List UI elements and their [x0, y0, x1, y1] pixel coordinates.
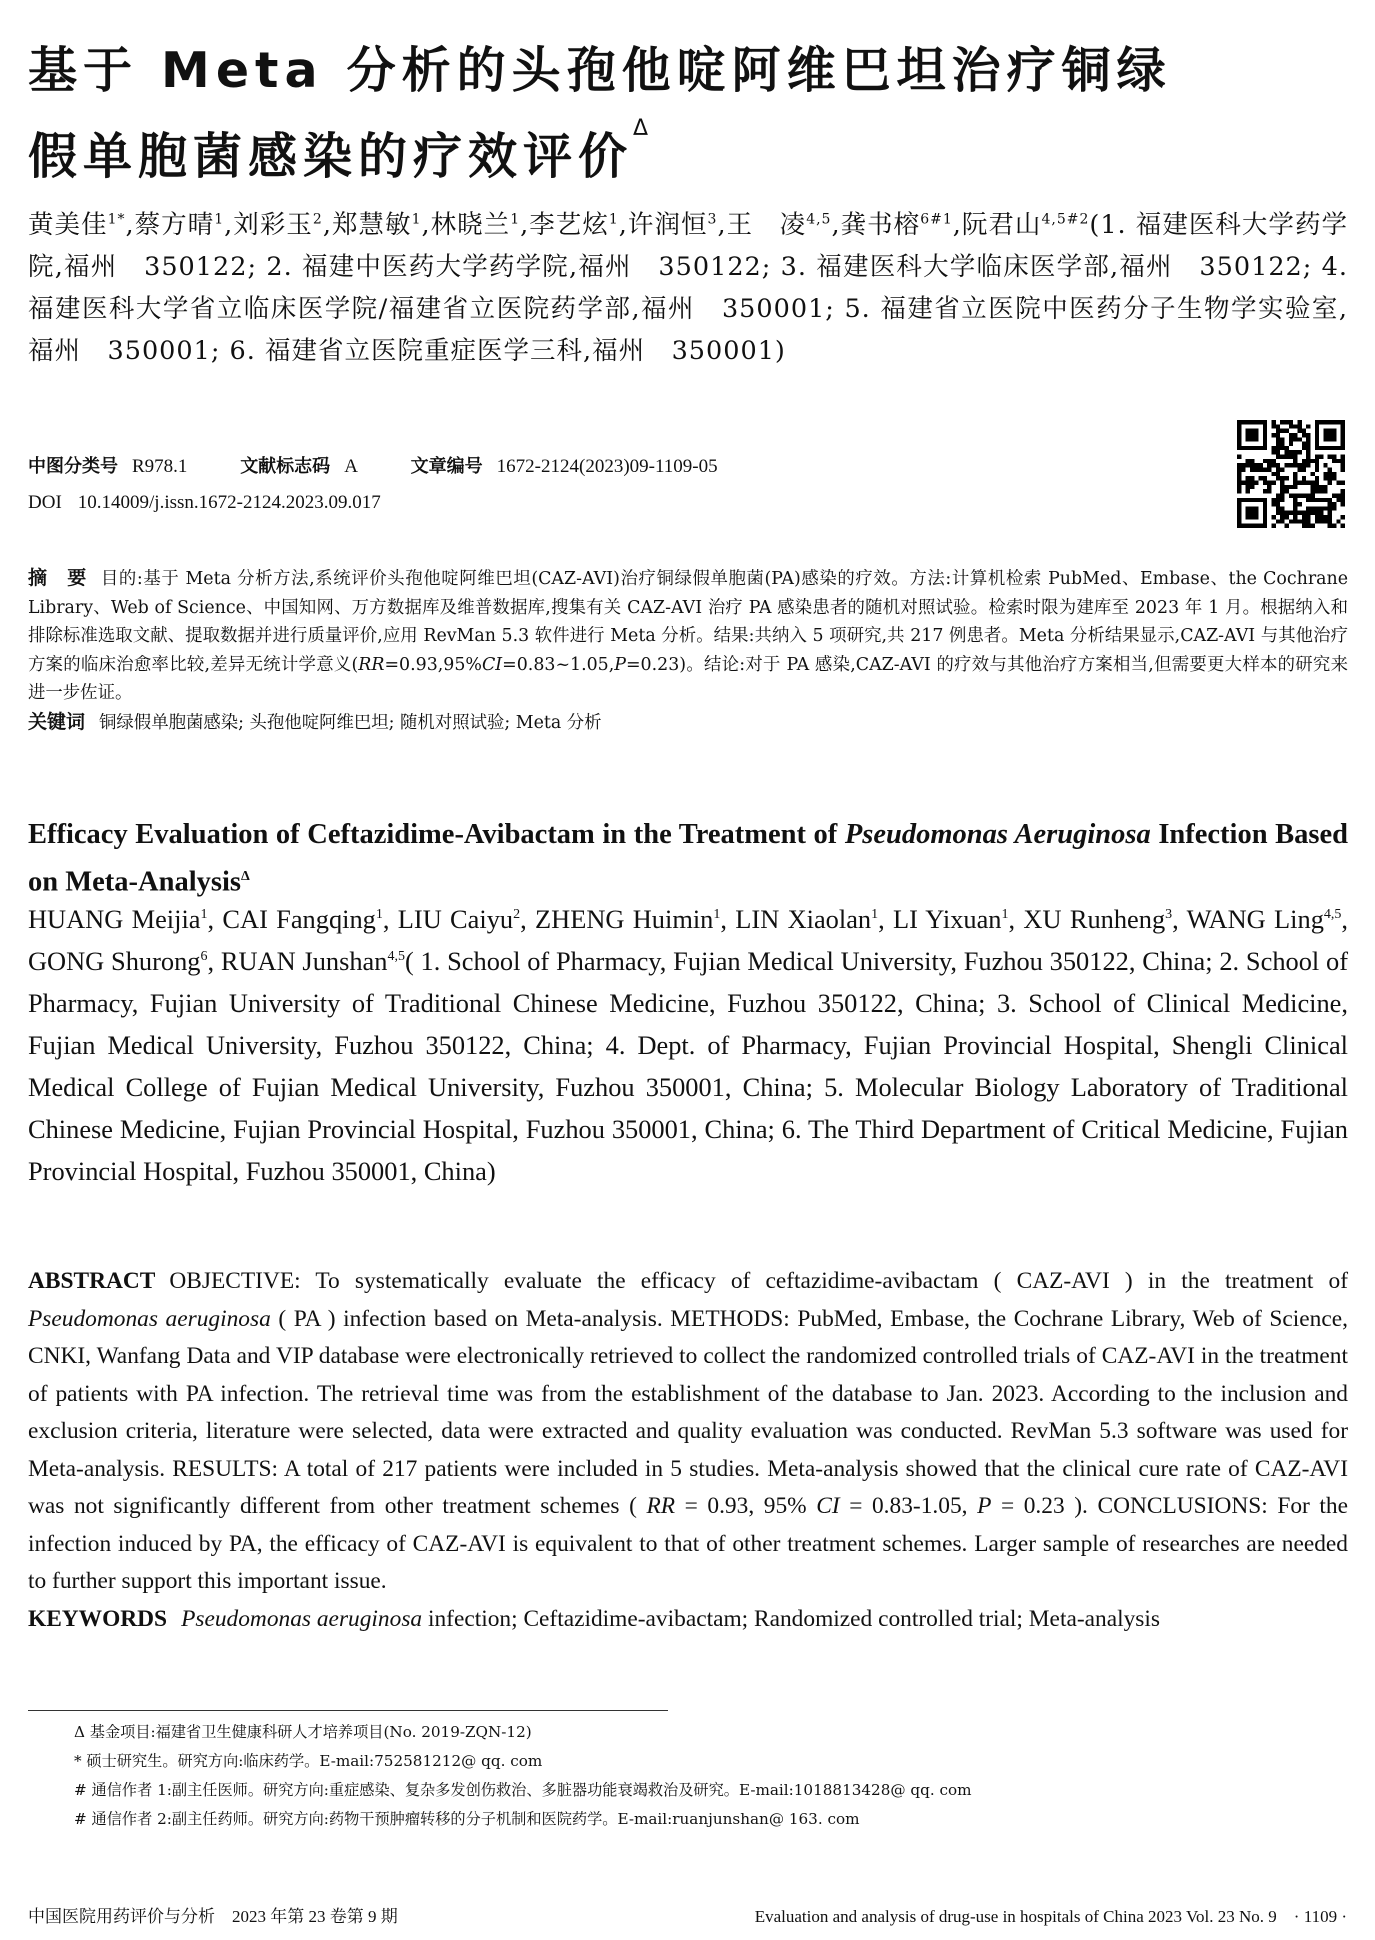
article-no-label: 文章编号 [410, 456, 483, 477]
clc-value: R978.1 [132, 456, 188, 477]
en-author-affil-sup: 1 [713, 907, 721, 923]
en-author-affil-sup: 1 [1001, 907, 1009, 923]
en-author-name: XU Runheng [1023, 904, 1166, 934]
footer-journal-cn: 中国医院用药评价与分析 2023 年第 23 卷第 9 期 [28, 1907, 398, 1926]
en-author-name: RUAN Junshan [220, 946, 388, 976]
cn-author-affil-sup: 1* [107, 211, 126, 228]
cn-author-affil-sup: 1 [214, 211, 225, 228]
footnote-corresponding-2: # 通信作者 2:副主任药师。研究方向:药物干预肿瘤转移的分子机制和医院药学。E-mail:ruanjunshan@ 163. com [74, 1810, 860, 1828]
en-author-name: HUANG Meijia [28, 904, 201, 934]
title-en-italic: Pseudomonas Aeruginosa [844, 819, 1151, 850]
en-author-affil-sup: 3 [1165, 907, 1173, 923]
keywords-en-label: KEYWORDS [28, 1605, 168, 1632]
title-en [28, 814, 1348, 904]
abstract-en-text: OBJECTIVE: To systematically evaluate the efficacy of ceftazidime-avibactam ( CAZ-AVI ) in the treatment of [169, 1268, 1348, 1294]
en-author-name: WANG Ling [1186, 904, 1324, 934]
cn-author-name: 许润恒 [627, 210, 708, 240]
en-author-name: LIU Caiyu [397, 904, 514, 934]
authors-en [28, 898, 1348, 1192]
title-cn-line2: 假单胞菌感染的疗效评价 [28, 128, 634, 185]
cn-author-name: 林晓兰 [430, 210, 511, 240]
cn-author-affil-sup: 1 [411, 211, 422, 228]
doi-value[interactable]: 10.14009/j.issn.1672-2124.2023.09.017 [77, 492, 381, 513]
en-author-name: LIN Xiaolan [735, 904, 872, 934]
keywords-en-italic: Pseudomonas aeruginosa [181, 1605, 423, 1632]
qr-code-icon [1237, 420, 1345, 528]
stat-rr-value: =0.93,95% [384, 654, 482, 675]
stat-ci: CI [481, 654, 503, 675]
footnote-first-author: * 硕士研究生。研究方向:临床药学。E-mail:752581212@ qq. com [74, 1752, 543, 1770]
cn-author-affil-sup: 1 [608, 211, 619, 228]
cn-author-name: 刘彩玉 [233, 210, 313, 240]
funding-mark-en: Δ [240, 869, 250, 884]
doi-label: DOI [28, 492, 62, 513]
stat-rr-en: RR [646, 1493, 676, 1519]
article-meta [28, 449, 718, 521]
affiliations-cn: (1. 福建医科大学药学院,福州 350122; 2. 福建中医药大学药学院,福州 350122; 3. 福建医科大学临床医学部,福州 350122; 4. 福建医科大学省立临床医学院/福建省立医院药学部,福州 350001; 5. 福建省立医院中医药分子生物学实验室,福州 350001; 6. 福建省立医院重症医学三科,福州 350001) [28, 210, 1348, 366]
title-cn [28, 28, 1348, 200]
en-author-affil-sup: 1 [200, 907, 208, 923]
cn-author-name: 蔡方晴 [134, 210, 215, 240]
stat-p: P [614, 654, 626, 675]
footnote-corresponding-1: # 通信作者 1:副主任医师。研究方向:重症感染、复杂多发创伤救治、多脏器功能衰竭救治及研究。E-mail:1018813428@ qq. com [74, 1781, 972, 1799]
stat-ci-en: CI [816, 1493, 840, 1519]
keywords-cn-label: 关键词 [28, 710, 86, 733]
title-cn-line1: 基于 Meta 分析的头孢他啶阿维巴坦治疗铜绿 [28, 42, 1172, 99]
abstract-cn-text: 目的:基于 Meta 分析方法,系统评价头孢他啶阿维巴坦(CAZ-AVI)治疗铜绿假单胞菌(PA)感染的疗效。方法:计算机检索 PubMed、Embase、the Cochrane Library、Web of Science、中国知网、万方数据库及维普数据库,搜集有关 CAZ-AVI 治疗 PA 感染患者的随机对照试验。检索时限为建库至 2023 年 1 月。根据纳入和排除标准选取文献、提取数据并进行质量评价,应用 RevMan 5.3 软件进行 Meta 分析。结果:共纳入 5 项研究,共 217 例患者。Meta 分析结果显示,CAZ-AVI 与其他治疗方案的临床治愈率比较,差异无统计学意义( [28, 569, 1348, 675]
abstract-en [28, 1263, 1348, 1638]
clc-label: 中图分类号 [28, 456, 118, 477]
stat-ci-en-value: = 0.83-1.05, [839, 1493, 978, 1519]
cn-author-affil-sup: 6#1 [920, 211, 953, 228]
en-author-affil-sup: 1 [375, 907, 383, 923]
cn-author-affil-sup: 4,5 [806, 211, 832, 228]
authors-cn [28, 204, 1348, 372]
cn-author-affil-sup: 3 [707, 211, 718, 228]
abstract-cn-label: 摘 要 [28, 567, 87, 589]
abstract-cn-conclusion: 。结论:对于 PA 感染,CAZ-AVI 的疗效与其他治疗方案相当,但需要更大样本的研究来进一步佐证。 [28, 654, 1348, 703]
cn-author-affil-sup: 4,5#2 [1041, 211, 1090, 228]
cn-author-name: 龚书榕 [840, 210, 921, 240]
en-author-affil-sup: 4,5 [387, 949, 405, 965]
footnotes [74, 1718, 1354, 1834]
stat-rr-en-value: = 0.93, 95% [675, 1493, 817, 1519]
author-list-cn: 黄美佳$^{1*}$,蔡方晴$^1$,刘彩玉$^2$,郑慧敏$^1$,林晓兰$^1$,李艺炫$^1$,许润恒$^3$,王 凌$^{4,5}$,龚书榕$^{6\#1}$,阮君山$^{4,5\#2}$ [28, 210, 1090, 240]
abstract-cn [28, 564, 1348, 737]
abstract-en-text-2: ( PA ) infection based on Meta-analysis. METHODS: PubMed, Embase, the Cochrane Library, Web of Science, CNKI, Wanfang Data and VIP database were electronically retrieved to collect the randomized controlled trials of CAZ-AVI in the treatment of patients with PA infection. The retrieval time was from the establishment of the database to Jan. 2023. According to the inclusion and exclusion criteria, literature were selected, data were extracted and quality evaluation was conducted. RevMan 5.3 software was used for Meta-analysis. RESULTS: A total of 217 patients were included in 5 studies. Meta-analysis showed that the clinical cure rate of CAZ-AVI was not significantly different from other treatment schemes ( [28, 1305, 1348, 1519]
cn-author-affil-sup: 1 [510, 211, 521, 228]
stat-rr: RR [358, 654, 385, 675]
en-author-affil-sup: 2 [513, 907, 521, 923]
footnote-funding: Δ 基金项目:福建省卫生健康科研人才培养项目(No. 2019-ZQN-12) [74, 1723, 532, 1741]
en-author-name: ZHENG Huimin [535, 904, 714, 934]
stat-p-en-value: = 0.23 ). [991, 1493, 1088, 1519]
en-author-affil-sup: 6 [200, 949, 208, 965]
author-list-en: HUANG Meijia$^1$, CAI Fangqing$^1$, LIU Caiyu$^2$, ZHENG Huimin$^1$, LIN Xiaolan$^1$, LI Yixuan$^1$, XU Runheng$^3$, WANG Ling$^{4,5}$, GONG Shurong$^6$, RUAN Junshan$^{4,5}$ [28, 904, 1348, 976]
en-author-affil-sup: 1 [871, 907, 879, 923]
cn-author-name: 李艺炫 [529, 210, 609, 240]
stat-p-en: P [977, 1493, 992, 1519]
abstract-en-conclusion: CONCLUSIONS: For the infection induced by PA, the efficacy of CAZ-AVI is equivalent to that of other treatment schemes. Larger sample of researches are needed to further support this important issue. [28, 1493, 1348, 1594]
affiliations-en: ( 1. School of Pharmacy, Fujian Medical University, Fuzhou 350122, China; 2. School of Pharmacy, Fujian University of Traditional Chinese Medicine, Fuzhou 350122, China; 3. School of Clinical Medicine, Fujian Medical University, Fuzhou 350122, China; 4. Dept. of Pharmacy, Fujian Provincial Hospital, Shengli Clinical Medical College of Fujian Medical University, Fuzhou 350001, China; 5. Molecular Biology Laboratory of Traditional Chinese Medicine, Fujian Provincial Hospital, Fuzhou 350001, China; 6. The Third Department of Critical Medicine, Fujian Provincial Hospital, Fuzhou 350001, China) [28, 946, 1349, 1186]
footnote-divider [28, 1710, 668, 1711]
keywords-en: infection; Ceftazidime-avibactam; Randomized controlled trial; Meta-analysis [422, 1605, 1160, 1632]
title-en-text-end: Infection Based on Meta-Analysis [28, 819, 1349, 898]
en-author-name: GONG Shurong [28, 946, 201, 976]
cn-author-affil-sup: 2 [312, 211, 323, 228]
footer-journal-en: Evaluation and analysis of drug-use in hospitals of China 2023 Vol. 23 No. 9 · 1109 · [754, 1907, 1347, 1926]
species-italic: Pseudomonas aeruginosa [28, 1305, 271, 1332]
cn-author-name: 黄美佳 [28, 210, 108, 240]
en-author-affil-sup: 4,5 [1323, 907, 1342, 923]
abstract-en-label: ABSTRACT [28, 1268, 156, 1294]
cn-author-name: 王 凌 [726, 210, 807, 240]
stat-p-value: =0.23) [625, 654, 687, 675]
doc-code-value: A [344, 456, 358, 477]
stat-ci-value: =0.83~1.05, [502, 654, 615, 675]
cn-author-name: 郑慧敏 [331, 210, 412, 240]
en-author-name: CAI Fangqing [222, 904, 376, 934]
funding-mark: Δ [633, 116, 655, 141]
title-en-text: Efficacy Evaluation of Ceftazidime-Avibactam in the Treatment of [28, 819, 845, 850]
doc-code-label: 文献标志码 [240, 456, 331, 477]
en-author-name: LI Yixuan [893, 904, 1002, 934]
article-no-value: 1672-2124(2023)09-1109-05 [496, 456, 718, 477]
keywords-cn: 铜绿假单胞菌感染; 头孢他啶阿维巴坦; 随机对照试验; Meta 分析 [99, 712, 602, 733]
cn-author-name: 阮君山 [961, 210, 1042, 240]
